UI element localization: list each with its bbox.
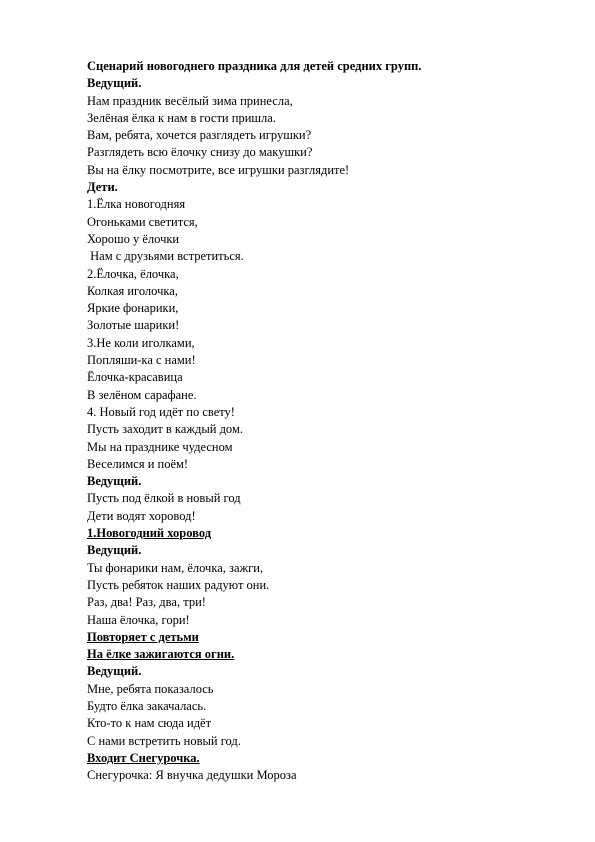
text-line: Пусть заходит в каждый дом. [87,422,243,437]
text-line: Яркие фонарики, [87,301,179,316]
text-line: Пусть ребяток наших радуют они. [87,577,270,592]
text-line: Ёлочка-красавица [87,370,183,385]
heading-line: Повторяет с детьми [87,629,199,644]
heading-line: 1.Новогодний хоровод [87,526,212,541]
text-line: Попляши-ка с нами! [87,353,196,368]
text-line: Зелёная ёлка к нам в гости пришла. [87,110,276,125]
text-line: Разглядеть всю ёлочку снизу до макушки? [87,145,313,160]
heading-line: Ведущий. [87,543,142,558]
heading-line: Ведущий. [87,76,142,91]
text-line: Наша ёлочка, гори! [87,612,190,627]
text-line: 4. Новый год идёт по свету! [87,404,235,419]
heading-line: На ёлке зажигаются огни. [87,647,235,662]
text-line: 2.Ёлочка, ёлочка, [87,266,179,281]
text-line: Вам, ребята, хочется разглядеть игрушки? [87,128,312,143]
heading-line: Дети. [87,180,118,195]
text-line: Мне, ребята показалось [87,681,214,696]
text-line: Веселимся и поём! [87,456,189,471]
text-line: Золотые шарики! [87,318,180,333]
text-line: С нами встретить новый год. [87,733,241,748]
heading-line: Сценарий новогоднего праздника для детей средних групп. [87,59,422,73]
heading-line: Ведущий. [87,664,142,679]
text-line: 1.Ёлка новогодняя [87,197,186,212]
text-line: Будто ёлка закачалась. [87,698,207,713]
text-line: Нам с друзьями встретиться. [87,249,244,264]
text-line: Пусть под ёлкой в новый год [87,491,241,506]
text-line: Мы на празднике чудесном [87,439,233,454]
text-line: Нам праздник весёлый зима принесла, [87,93,293,108]
text-line: Ты фонарики нам, ёлочка, зажги, [87,560,264,575]
text-line: Раз, два! Раз, два, три! [87,595,206,610]
text-line: 3.Не коли иголками, [87,335,195,350]
text-line: Колкая иголочка, [87,283,178,298]
text-line: Вы на ёлку посмотрите, все игрушки разглядите! [87,162,350,177]
text-line: В зелёном сарафане. [87,387,197,402]
text-line: Дети водят хоровод! [87,508,196,523]
heading-line: Ведущий. [87,474,142,489]
text-line: Огоньками светится, [87,214,198,229]
document-body [87,58,567,784]
text-line: Снегурочка: Я внучка дедушки Мороза [87,768,297,783]
text-line: Хорошо у ёлочки [87,231,180,246]
heading-line: Входит Снегурочка. [87,750,200,765]
text-line: Кто-то к нам сюда идёт [87,716,212,731]
